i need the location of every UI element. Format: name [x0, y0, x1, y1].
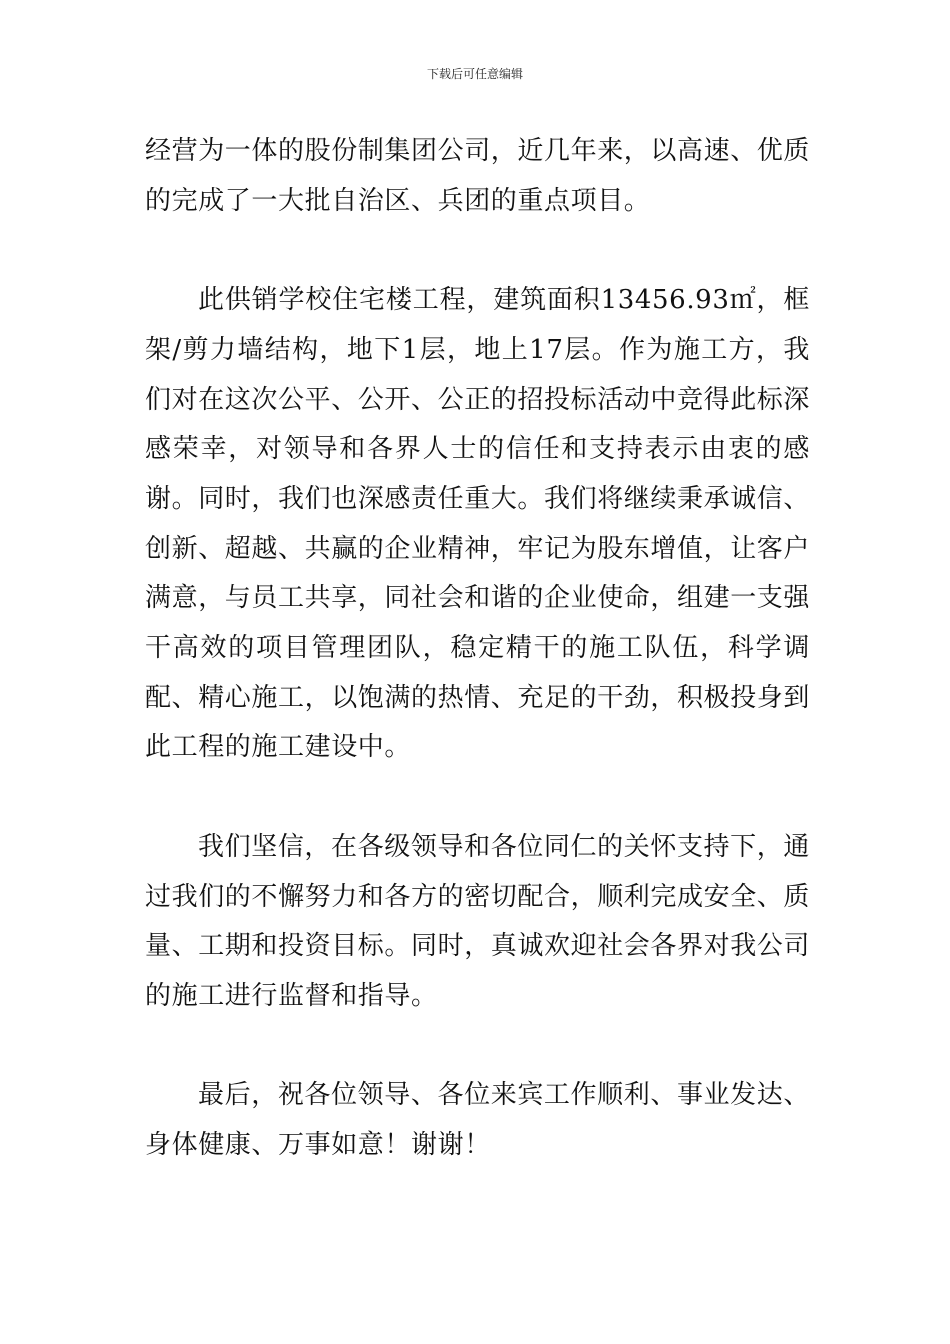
document-body [145, 127, 810, 1171]
header-note: 下载后可任意编辑 [426, 67, 523, 81]
paragraph-closing: 最后，祝各位领导、各位来宾工作顺利、事业发达、身体健康、万事如意！谢谢！ [145, 1080, 810, 1161]
paragraph-project: 此供销学校住宅楼工程，建筑面积13456.93㎡，框架/剪力墙结构，地下1层，地上17层。作为施工方，我们对在这次公平、公开、公正的招投标活动中竞得此标深感荣幸，对领导和各界人士的信任和支持表示由衷的感谢。同时，我们也深感责任重大。我们将继续秉承诚信、创新、超越、共赢的企业精神，牢记为股东增值，让客户满意，与员工共享，同社会和谐的企业使命，组建一支强干高效的项目管理团队，稳定精干的施工队伍，科学调配、精心施工，以饱满的热情、充足的干劲，积极投身到此工程的施工建设中。 [145, 285, 811, 763]
paragraph-gap [145, 1022, 810, 1072]
paragraph-gap [145, 226, 810, 276]
paragraph-belief: 我们坚信，在各级领导和各位同仁的关怀支持下，通过我们的不懈努力和各方的密切配合，顺利完成安全、质量、工期和投资目标。同时，真诚欢迎社会各界对我公司的施工进行监督和指导。 [145, 831, 811, 1011]
paragraph-gap [145, 773, 810, 823]
paragraph-continuation: 经营为一体的股份制集团公司，近几年来，以高速、优质的完成了一大批自治区、兵团的重点项目。 [145, 136, 811, 216]
